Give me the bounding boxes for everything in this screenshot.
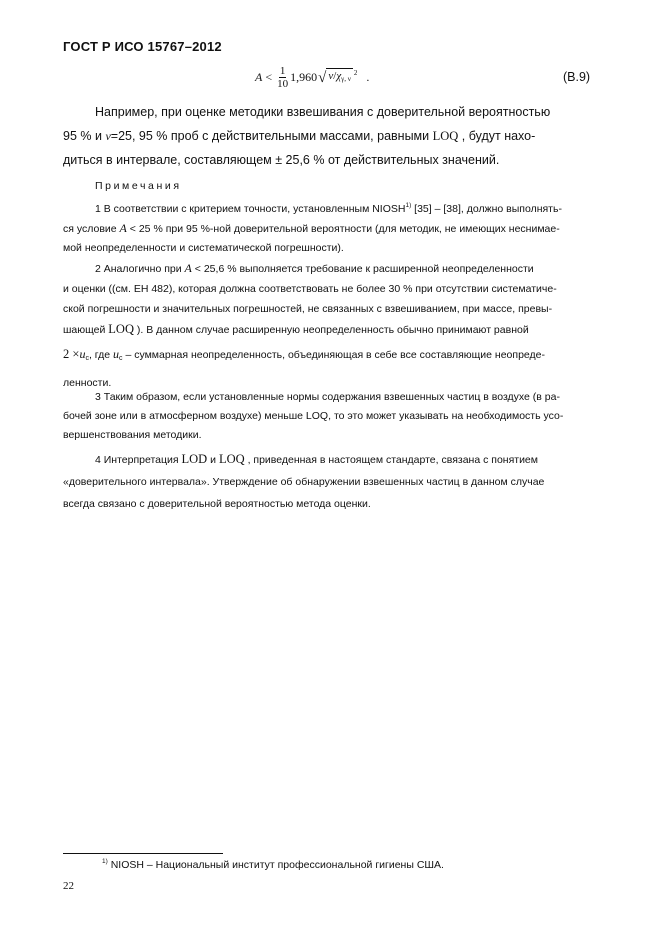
note-2 (63, 258, 600, 393)
formula-exponent: 2 (353, 69, 358, 77)
note-text: бочей зоне или в атмосферном воздухе) меньше LOQ, то это может указывать на необходимость усо- (63, 410, 564, 422)
formula-b9 (255, 62, 369, 92)
formula-fraction (277, 65, 288, 90)
note-text: «доверительного интервала». Утверждение об обнаружении взвешенных частиц в данном случае (63, 476, 545, 488)
note-text: , где (88, 349, 111, 361)
standard-header: ГОСТ Р ИСО 15767–2012 (63, 39, 222, 54)
paragraph-text: , будут нахо- (461, 129, 536, 143)
note-4 (63, 448, 600, 515)
math-A: A (119, 221, 127, 235)
formula-chi: χ (336, 70, 342, 82)
note-text: ся условие (63, 223, 117, 235)
note-text: ленности. (63, 377, 112, 389)
note-text: и оценки ((см. ЕН 482), которая должна соответствовать не более 30 % при отсутствии систематиче- (63, 283, 557, 295)
page-number: 22 (63, 880, 74, 892)
note-text: 1 В соответствии с критерием точности, установленным NIOSH (95, 203, 406, 215)
note-text: ). В данном случае расширенную неопределенность обычно принимают равной (136, 324, 529, 336)
paragraph-text: =25, 95 % проб с действительными массами, равными (110, 129, 430, 143)
formula-lhs: A (255, 69, 263, 84)
math-loq: LOQ (218, 452, 245, 466)
notes-title: Примечания (95, 180, 182, 192)
formula-chi-sub: γ, ν (341, 75, 351, 83)
math-u: u (113, 347, 120, 361)
math-lod: LOD (181, 452, 208, 466)
note-text: вершенствования методики. (63, 429, 202, 441)
note-text: < 25 % при 95 %-ной доверительной вероятности (для методик, не имеющих неснимае- (129, 223, 560, 235)
note-text: [35] – [38], должно выполнять- (414, 203, 562, 215)
paragraph-text: диться в интервале, составляющем ± 25,6 % от действительных значений. (63, 153, 500, 167)
fraction-numerator: 1 (279, 64, 286, 77)
paragraph-text: Например, при оценке методики взвешивания с доверительной вероятностью (95, 105, 551, 119)
note-text: , приведенная в настоящем стандарте, связана с понятием (247, 454, 538, 466)
formula-nu: ν (328, 70, 334, 82)
equation-number: (В.9) (563, 70, 591, 84)
note-text: < 25,6 % выполняется требование к расширенной неопределенности (194, 263, 534, 275)
footnote-text: NIOSH – Национальный институт профессиональной гигиены США. (110, 859, 444, 871)
radical-sign-icon: √ (318, 70, 327, 86)
math-two-times: 2 × (63, 347, 80, 361)
math-loq: LOQ (432, 129, 459, 143)
note-text: всегда связано с доверительной вероятностью метода оценки. (63, 498, 371, 510)
note-text: шающей (63, 324, 106, 336)
math-u-sub: c (85, 355, 89, 362)
math-u-sub: c (119, 355, 123, 362)
math-u: u (79, 347, 86, 361)
footnote-mark: 1) (102, 858, 108, 865)
formula-sqrt (318, 68, 356, 86)
formula-coefficient: 1,960 (290, 69, 318, 84)
paragraph-example (63, 100, 600, 172)
footnote-ref: 1) (405, 202, 412, 209)
radicand: $\nu/\chi_{\gamma, \nu}$ (326, 68, 353, 86)
math-loq: LOQ (108, 322, 134, 336)
footnote (102, 858, 444, 871)
math-nu: ν (105, 129, 111, 143)
formula-relation: < (265, 69, 273, 84)
footnote-divider (63, 853, 223, 854)
note-text: ской погрешности и значительных погрешностей, не связанных с взвешиванием, при массе, превы- (63, 303, 553, 315)
math-A: A (184, 261, 192, 275)
note-3 (63, 388, 600, 445)
note-text: 3 Таким образом, если установленные нормы содержания взвешенных частиц в воздухе (в ра- (95, 391, 560, 403)
note-text: мой неопределенности и систематической погрешности). (63, 242, 344, 254)
formula-tail: . (366, 69, 370, 84)
note-text: 2 Аналогично при (95, 263, 182, 275)
fraction-denominator: 10 (277, 77, 289, 90)
note-text: 4 Интерпретация (95, 454, 179, 466)
note-text: – суммарная неопределенность, объединяющая в себе все составляющие неопреде- (125, 349, 545, 361)
note-text: и (210, 454, 217, 466)
paragraph-text: 95 % и (63, 129, 102, 143)
note-1 (63, 196, 600, 258)
